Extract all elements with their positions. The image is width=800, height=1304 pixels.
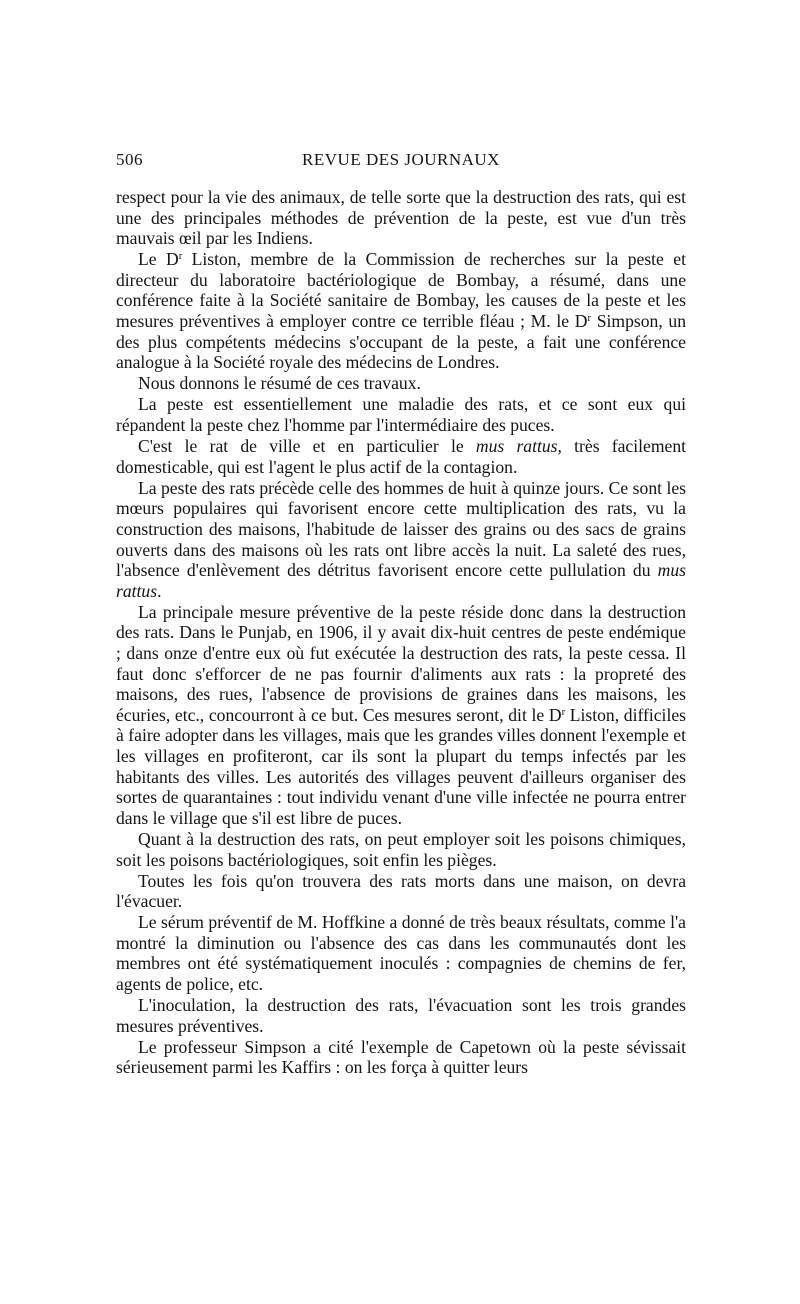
paragraph: respect pour la vie des animaux, de telle sorte que la destruction des rats, qui est une des principales méthodes de prévention de la peste, est vue d'un très mauvais œil par les Indiens. (116, 187, 686, 249)
paragraph: Toutes les fois qu'on trouvera des rats morts dans une maison, on devra l'évacuer. (116, 870, 686, 912)
running-title: REVUE DES JOURNAUX (302, 150, 500, 169)
paragraph: La principale mesure préventive de la peste réside donc dans la destruction des rats. Dans le Punjab, en 1906, il y avait dix-huit centres de peste endémique ; dans onze d'entre eux où fut exécutée la destruction des rats, la peste cessa. Il faut donc s'efforcer de ne pas fournir d'aliments aux rats : la propreté des maisons, des rues, l'absence de provisions de graines dans les maisons, les écuries, etc., concourront à ce but. Ces mesures seront, dit le $D^r$ Liston, difficiles à faire adopter dans les villages, mais que les grandes villes donnent l'exemple et les villages en profiteront, car ils sont la plupart du temps infectés par les habitants des villes. Les autorités des villages peuvent d'ailleurs organiser des sortes de quarantaines : tout individu venant d'une ville infectée ne pourra entrer dans le village que s'il est libre de puces. (116, 601, 686, 828)
paragraph: Le sérum préventif de M. Hoffkine a donné de très beaux résultats, comme l'a montré la diminution ou l'absence des cas dans les communautés dont les membres ont été systématiquement inoculés : compagnies de chemins de fer, agents de police, etc. (116, 912, 686, 995)
paragraph: L'inoculation, la destruction des rats, l'évacuation sont les trois grandes mesures préventives. (116, 995, 686, 1036)
paragraph: Quant à la destruction des rats, on peut employer soit les poisons chimiques, soit les poisons bactériologiques, soit enfin les pièges. (116, 828, 686, 870)
article-body (116, 187, 686, 1078)
paragraph: La peste des rats précède celle des hommes de huit à quinze jours. Ce sont les mœurs populaires qui favorisent encore cette multiplication des rats, vu la construction des maisons, l'habitude de laisser des grains ou des sacs de grains ouverts dans des maisons où les rats ont libre accès la nuit. La saleté des rues, l'absence d'enlèvement des détritus favorisent encore cette pullulation du mus rattus. (116, 477, 686, 601)
paragraph: Nous donnons le résumé de ces travaux. (138, 373, 421, 394)
paragraph: La peste est essentiellement une maladie des rats, et ce sont eux qui répandent la peste chez l'homme par l'intermédiaire des puces. (116, 394, 686, 436)
paragraph: Le professeur Simpson a cité l'exemple de Capetown où la peste sévissait sérieusement parmi les Kaffirs : on les força à quitter leurs (116, 1036, 686, 1078)
paragraph: Le $D^r$ Liston, membre de la Commission de recherches sur la peste et directeur du laboratoire bactériologique de Bombay, a résumé, dans une conférence faite à la Société sanitaire de Bombay, les causes de la peste et les mesures préventives à employer contre ce terrible fléau ; M. le $D^r$ Simpson, un des plus compétents médecins s'occupant de la peste, a fait une conférence analogue à la Société royale des médecins de Londres. (116, 249, 687, 373)
page-header (116, 150, 686, 176)
paragraph: C'est le rat de ville et en particulier le mus rattus, très facilement domesticable, qui est l'agent le plus actif de la contagion. (116, 436, 687, 477)
page-number: 506 (116, 150, 143, 169)
